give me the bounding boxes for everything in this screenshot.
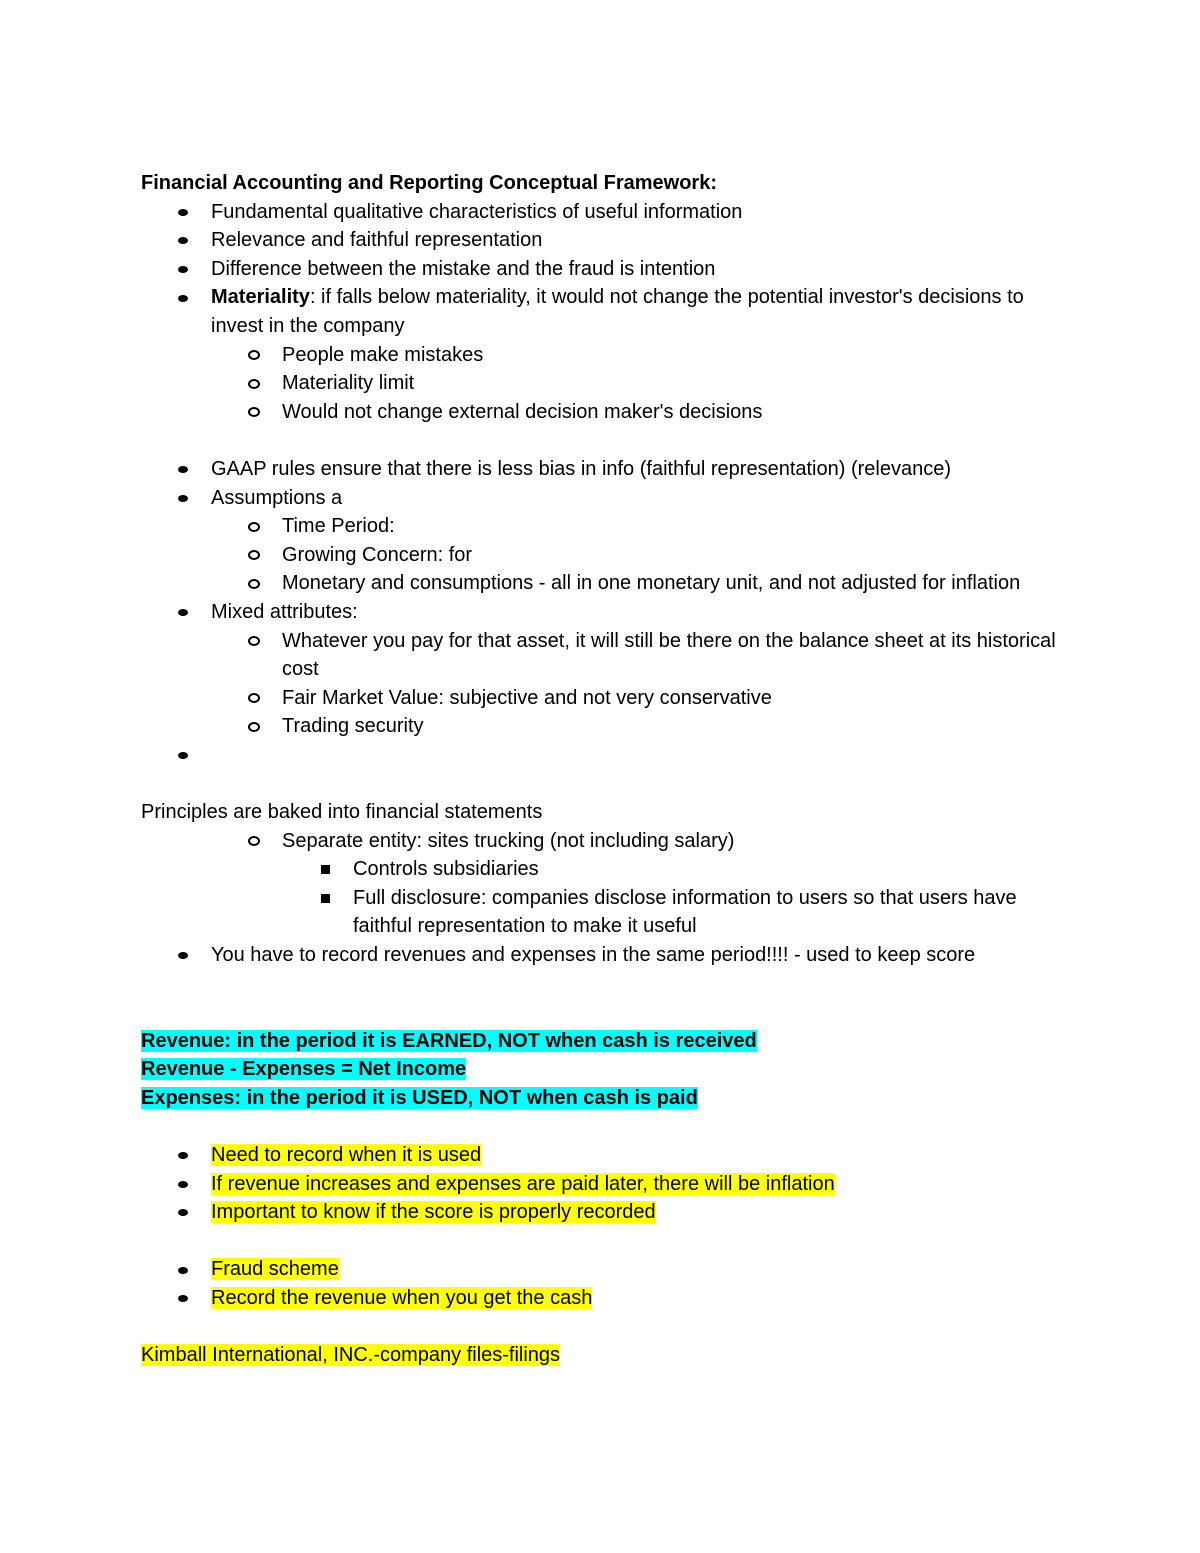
sub-list-item: Whatever you pay for that asset, it will still be there on the balance sheet at its historical cost xyxy=(141,627,1061,684)
list-item: GAAP rules ensure that there is less bias in info (faithful representation) (relevance) xyxy=(141,455,1061,484)
list-item: Assumptions a xyxy=(141,484,1061,513)
highlighted-list-item: Need to record when it is used xyxy=(141,1141,1061,1170)
list-item: Difference between the mistake and the fraud is intention xyxy=(141,255,1061,284)
hollow-bullet-icon xyxy=(248,636,260,646)
bullet-icon xyxy=(178,1267,188,1274)
bullet-icon xyxy=(178,266,188,273)
list-item-materiality: Materiality: if falls below materiality, it would not change the potential investor's decisions to invest in the company xyxy=(141,283,1061,340)
empty-list-item xyxy=(141,741,1061,770)
principles-intro: Principles are baked into financial statements xyxy=(141,801,543,824)
highlighted-list-item: Fraud scheme xyxy=(141,1255,1061,1284)
revenue-rule: Revenue: in the period it is EARNED, NOT when cash is received xyxy=(141,1029,757,1052)
highlighted-list-item: Record the revenue when you get the cash xyxy=(141,1284,1061,1313)
bullet-icon xyxy=(178,952,188,959)
bullet-icon xyxy=(178,495,188,502)
net-income-formula: Revenue - Expenses = Net Income xyxy=(141,1058,467,1081)
bullet-icon xyxy=(178,1181,188,1188)
sub-list-item: Would not change external decision maker's decisions xyxy=(141,398,1061,427)
sub-list-item: People make mistakes xyxy=(141,341,1061,370)
company-filings-note: Kimball International, INC.-company files-filings xyxy=(141,1344,561,1367)
sub-list-item: Trading security xyxy=(141,712,1061,741)
hollow-bullet-icon xyxy=(248,407,260,417)
sub-list-item: Growing Concern: for xyxy=(141,541,1061,570)
highlighted-list-item: Important to know if the score is properly recorded xyxy=(141,1198,1061,1227)
list-item: Fundamental qualitative characteristics of useful information xyxy=(141,198,1061,227)
hollow-bullet-icon xyxy=(248,722,260,732)
hollow-bullet-icon xyxy=(248,379,260,389)
bullet-icon xyxy=(178,752,188,759)
hollow-bullet-icon xyxy=(248,550,260,560)
sub-list-item: Monetary and consumptions - all in one monetary unit, and not adjusted for inflation xyxy=(141,569,1061,598)
bullet-icon xyxy=(178,209,188,216)
document-body xyxy=(141,169,1061,1370)
list-item: Relevance and faithful representation xyxy=(141,226,1061,255)
highlighted-list-item: If revenue increases and expenses are paid later, there will be inflation xyxy=(141,1170,1061,1199)
bullet-icon xyxy=(178,609,188,616)
sub-list-item: Separate entity: sites trucking (not including salary) xyxy=(141,827,1061,856)
hollow-bullet-icon xyxy=(248,836,260,846)
hollow-bullet-icon xyxy=(248,579,260,589)
square-bullet-icon xyxy=(321,894,330,903)
list-item: You have to record revenues and expenses in the same period!!!! - used to keep score xyxy=(141,941,1061,970)
page-title: Financial Accounting and Reporting Conceptual Framework: xyxy=(141,172,717,194)
bullet-icon xyxy=(178,1295,188,1302)
sub-list-item: Materiality limit xyxy=(141,369,1061,398)
hollow-bullet-icon xyxy=(248,693,260,703)
expenses-rule: Expenses: in the period it is USED, NOT when cash is paid xyxy=(141,1086,698,1109)
square-bullet-icon xyxy=(321,865,330,874)
sub-list-item: Fair Market Value: subjective and not very conservative xyxy=(141,684,1061,713)
hollow-bullet-icon xyxy=(248,350,260,360)
bullet-icon xyxy=(178,295,188,302)
materiality-term: Materiality xyxy=(211,286,310,309)
bullet-icon xyxy=(178,237,188,244)
bullet-icon xyxy=(178,466,188,473)
sub-sub-list-item: Full disclosure: companies disclose information to users so that users have faithful representation to make it useful xyxy=(141,884,1061,941)
bullet-icon xyxy=(178,1209,188,1216)
bullet-icon xyxy=(178,1152,188,1159)
list-item: Mixed attributes: xyxy=(141,598,1061,627)
hollow-bullet-icon xyxy=(248,522,260,532)
sub-list-item: Time Period: xyxy=(141,512,1061,541)
sub-sub-list-item: Controls subsidiaries xyxy=(141,855,1061,884)
